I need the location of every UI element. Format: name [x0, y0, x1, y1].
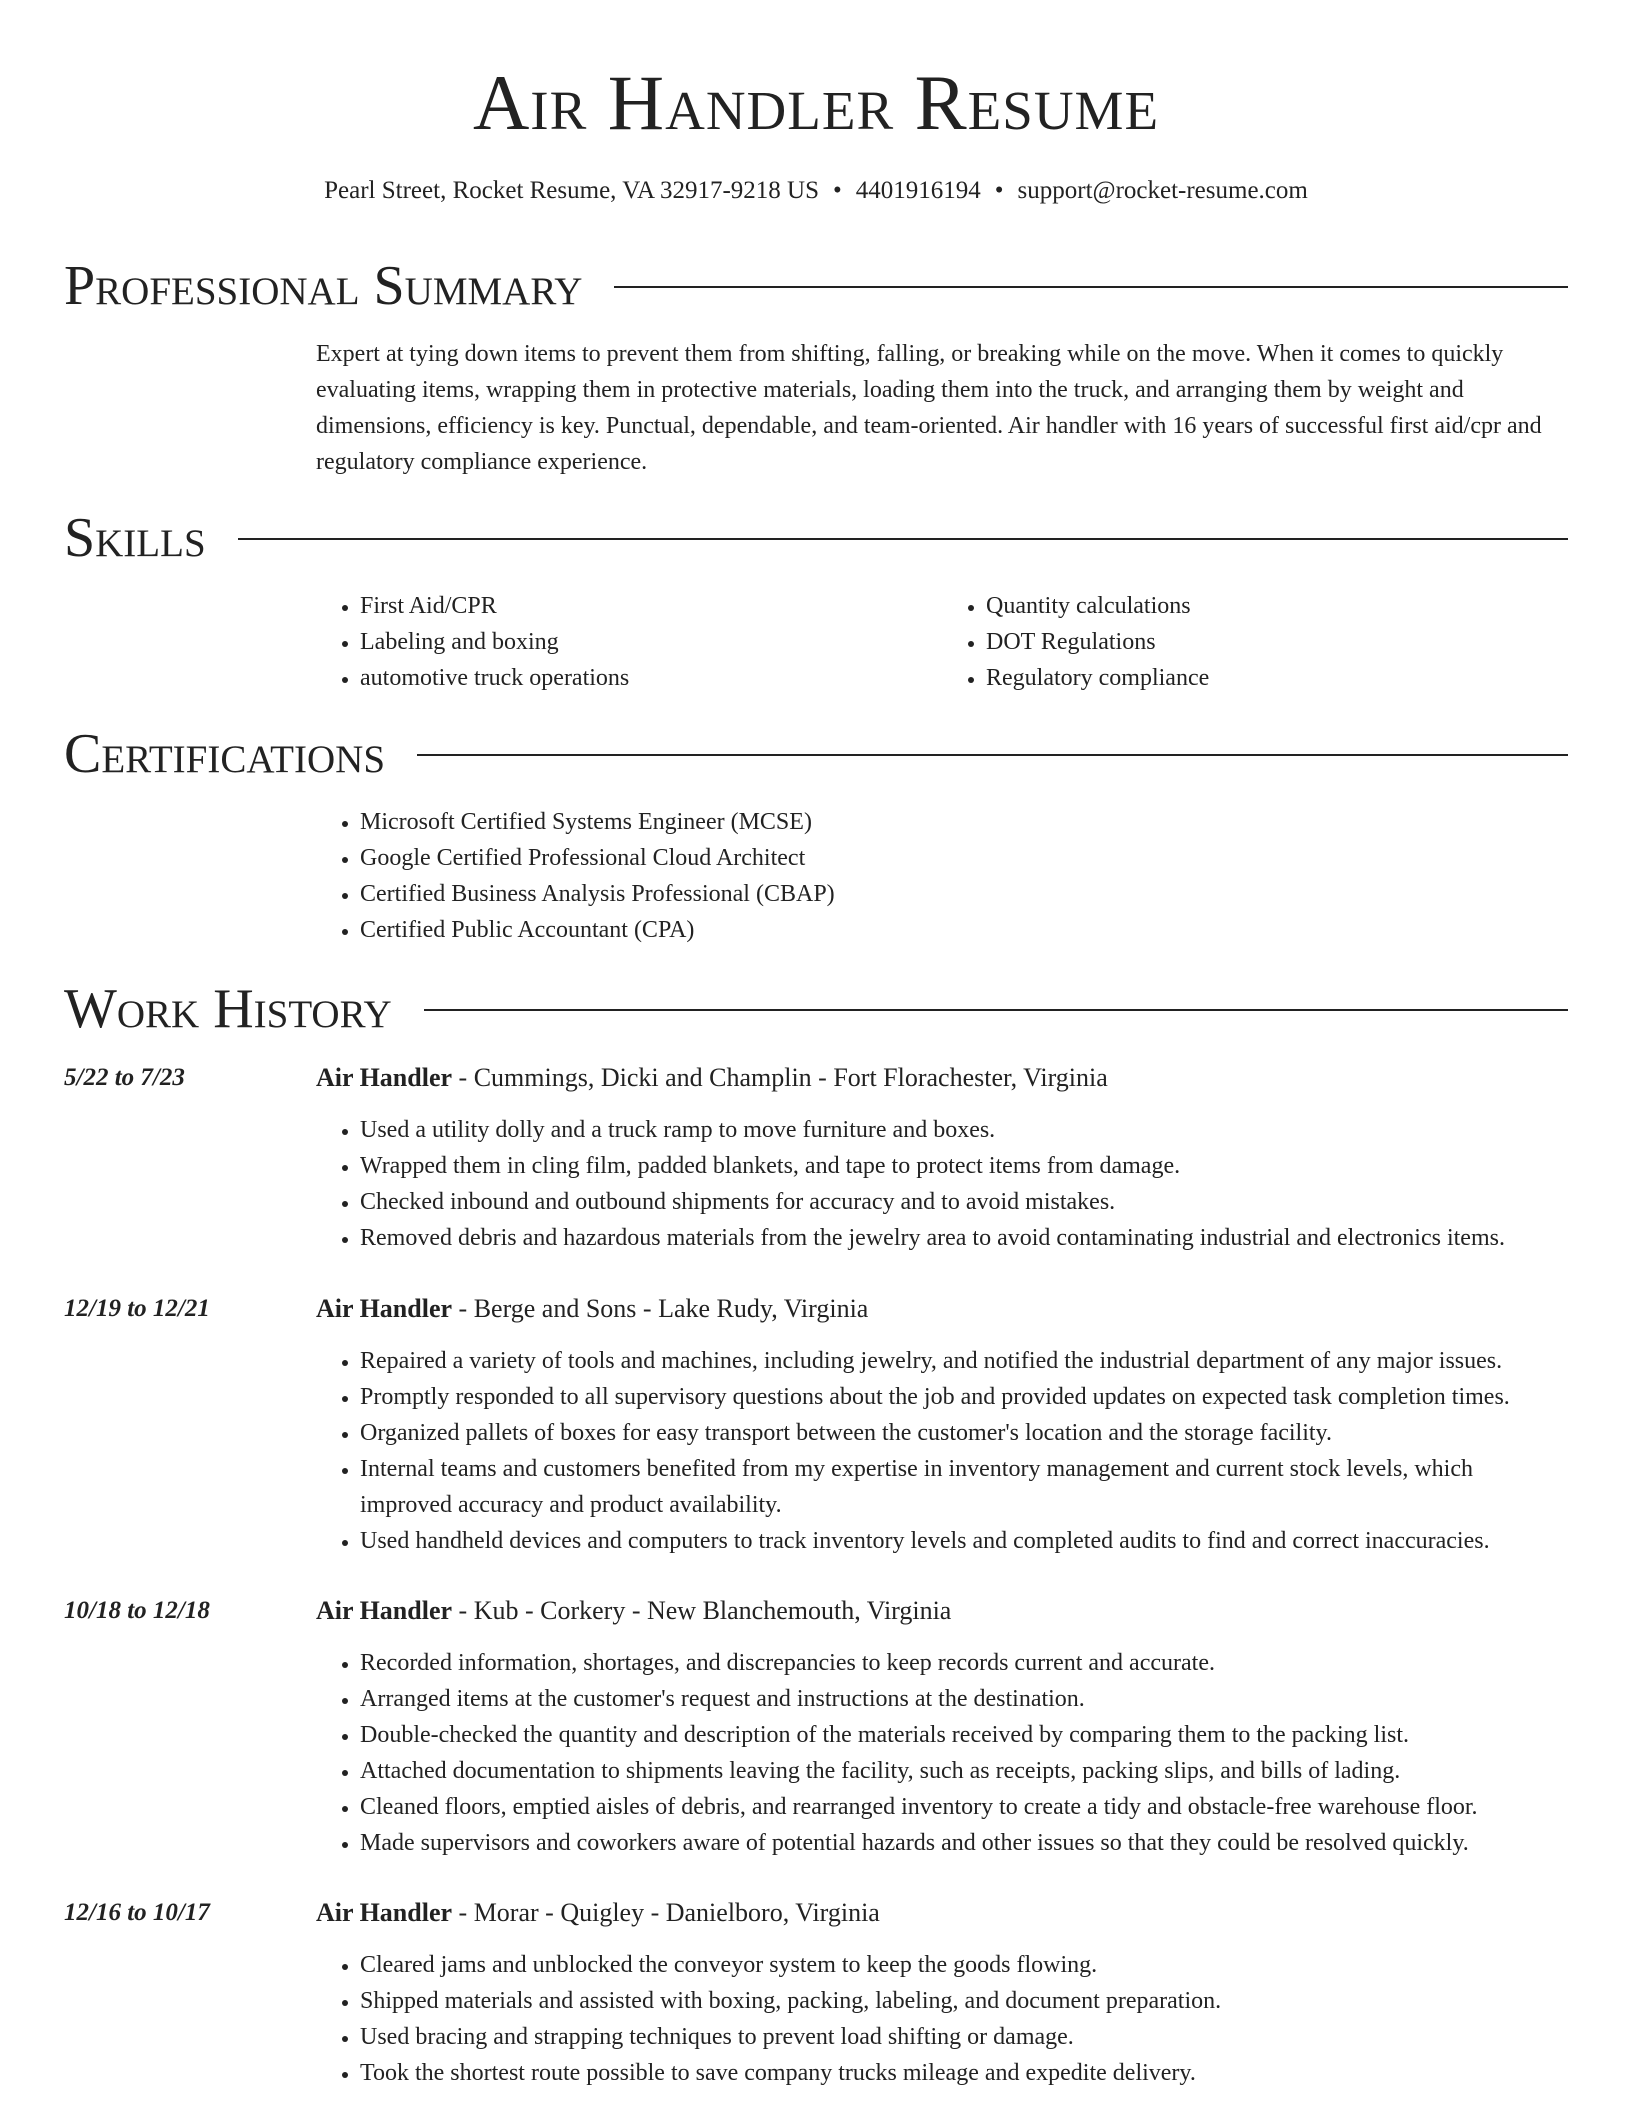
- skill-item: • automotive truck operations: [360, 660, 942, 696]
- contact-email[interactable]: support@rocket-resume.com: [1017, 177, 1308, 204]
- certifications-heading: Certifications: [64, 723, 386, 785]
- skill-item: • DOT Regulations: [986, 624, 1568, 660]
- certification-item: • Certified Business Analysis Professional (CBAP): [360, 876, 1568, 912]
- certifications-section-heading: [64, 722, 1568, 786]
- job-bullet: • Cleaned floors, emptied aisles of debris, and rearranged inventory to create a tidy and obstacle-free warehouse floor.: [360, 1789, 1568, 1825]
- certification-item: • Microsoft Certified Systems Engineer (MCSE): [360, 804, 1568, 840]
- work-section-heading: [64, 977, 1568, 1041]
- section-divider: [424, 1009, 1568, 1011]
- job-bullet: • Used bracing and strapping techniques to prevent load shifting or damage.: [360, 2019, 1568, 2055]
- job-bullets: [316, 1343, 1568, 1559]
- contact-separator: •: [994, 177, 1004, 204]
- section-divider: [614, 286, 1568, 288]
- job-bullet: • Used handheld devices and computers to track inventory levels and completed audits to find and correct inaccuracies.: [360, 1523, 1568, 1559]
- skills-block: [316, 588, 1568, 696]
- contact-phone: 4401916194: [855, 177, 981, 204]
- job-bullet: • Organized pallets of boxes for easy transport between the customer's location and the storage facility.: [360, 1415, 1568, 1451]
- skill-item: • Regulatory compliance: [986, 660, 1568, 696]
- job-bullets: [316, 1947, 1568, 2091]
- job-bullet: • Recorded information, shortages, and discrepancies to keep records current and accurate.: [360, 1645, 1568, 1681]
- section-divider: [238, 538, 1568, 540]
- job-bullet: • Double-checked the quantity and description of the materials received by comparing them to the packing list.: [360, 1717, 1568, 1753]
- job-bullets: [316, 1112, 1568, 1256]
- job-title: Air Handler: [316, 1294, 453, 1323]
- job-heading: [316, 1895, 880, 1931]
- skills-heading: Skills: [64, 507, 206, 569]
- resume-title: Air Handler Resume: [472, 59, 1160, 146]
- job-dates: 10/18 to 12/18: [64, 1597, 210, 1624]
- job-details: - Cummings, Dicki and Champlin - Fort Florachester, Virginia: [452, 1063, 1108, 1092]
- certifications-block: [316, 804, 1568, 948]
- job-title: Air Handler: [316, 1063, 453, 1092]
- skill-item: • Quantity calculations: [986, 588, 1568, 624]
- contact-address: Pearl Street, Rocket Resume, VA 32917-9218 US: [324, 177, 820, 204]
- job-bullet: • Promptly responded to all supervisory questions about the job and provided updates on expected task completion times.: [360, 1379, 1568, 1415]
- skills-list-left: [316, 588, 942, 696]
- job-dates: 5/22 to 7/23: [64, 1064, 185, 1091]
- job-bullet: • Attached documentation to shipments leaving the facility, such as receipts, packing slips, and bills of lading.: [360, 1753, 1568, 1789]
- job-bullet: • Checked inbound and outbound shipments for accuracy and to avoid mistakes.: [360, 1184, 1568, 1220]
- summary-text: Expert at tying down items to prevent them from shifting, falling, or breaking while on the move. When it comes to quickly evaluating items, wrapping them in protective materials, loading them into the truck, and arranging them by weight and dimensions, efficiency is key. Punctual, dependable, and team-oriented. Air handler with 16 years of successful first aid/cpr and regulatory compliance experience.: [316, 341, 1542, 475]
- job-bullet: • Took the shortest route possible to save company trucks mileage and expedite delivery.: [360, 2055, 1568, 2091]
- job-bullet: • Repaired a variety of tools and machines, including jewelry, and notified the industrial department of any major issues.: [360, 1343, 1568, 1379]
- work-heading: Work History: [64, 978, 392, 1040]
- job-bullet: • Shipped materials and assisted with boxing, packing, labeling, and document preparation.: [360, 1983, 1568, 2019]
- job-bullet: • Removed debris and hazardous materials from the jewelry area to avoid contaminating industrial and electronics items.: [360, 1220, 1568, 1256]
- job-bullet: • Made supervisors and coworkers aware of potential hazards and other issues so that they could be resolved quickly.: [360, 1825, 1568, 1861]
- summary-heading: Professional Summary: [64, 255, 583, 317]
- contact-separator: •: [833, 177, 842, 204]
- job-title: Air Handler: [316, 1898, 453, 1927]
- job-bullets: [316, 1645, 1568, 1861]
- job-bullet: • Wrapped them in cling film, padded blankets, and tape to protect items from damage.: [360, 1148, 1568, 1184]
- summary-block: [316, 336, 1568, 480]
- skills-list-right: [942, 588, 1568, 696]
- contact-line: [0, 173, 1632, 209]
- job-bullet: • Arranged items at the customer's request and instructions at the destination.: [360, 1681, 1568, 1717]
- job-bullet: • Internal teams and customers benefited from my expertise in inventory management and current stock levels, which improved accuracy and product availability.: [360, 1451, 1568, 1523]
- job-bullet: • Used a utility dolly and a truck ramp to move furniture and boxes.: [360, 1112, 1568, 1148]
- job-details: - Morar - Quigley - Danielboro, Virginia: [452, 1898, 880, 1927]
- skill-item: • Labeling and boxing: [360, 624, 942, 660]
- job-heading: [316, 1060, 1108, 1096]
- section-divider: [417, 754, 1568, 756]
- skills-section-heading: [64, 506, 1568, 570]
- job-bullet: • Cleared jams and unblocked the conveyor system to keep the goods flowing.: [360, 1947, 1568, 1983]
- certification-item: • Google Certified Professional Cloud Architect: [360, 840, 1568, 876]
- job-heading: [316, 1593, 951, 1629]
- job-dates: 12/16 to 10/17: [64, 1899, 210, 1926]
- job-details: - Kub - Corkery - New Blanchemouth, Virginia: [452, 1596, 952, 1625]
- job-title: Air Handler: [316, 1596, 453, 1625]
- summary-section-heading: [64, 254, 1568, 318]
- job-heading: [316, 1291, 868, 1327]
- job-details: - Berge and Sons - Lake Rudy, Virginia: [452, 1294, 869, 1323]
- certifications-list: [316, 804, 1568, 948]
- certification-item: • Certified Public Accountant (CPA): [360, 912, 1568, 948]
- job-dates: 12/19 to 12/21: [64, 1295, 210, 1322]
- skill-item: • First Aid/CPR: [360, 588, 942, 624]
